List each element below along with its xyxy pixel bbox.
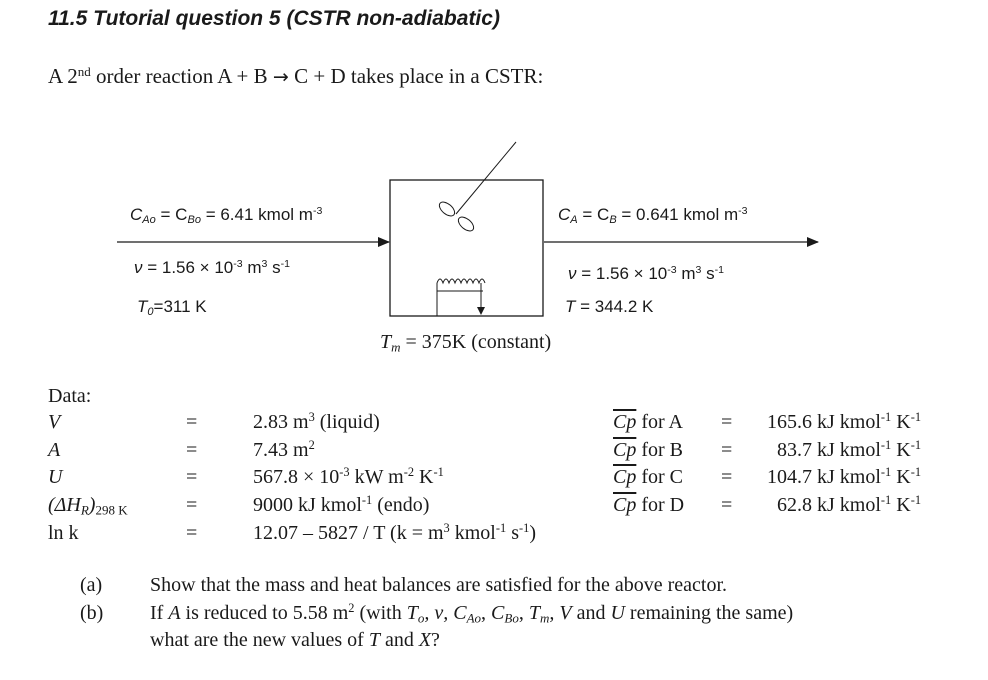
question-b-label: (b) <box>80 602 104 624</box>
cp-equals: = <box>721 411 733 433</box>
cp-equals: = <box>721 494 733 516</box>
data-equals: = <box>186 439 198 461</box>
cp-label-b: $\overline{Cp}$ for B <box>613 439 684 461</box>
question-a-label: (a) <box>80 574 103 596</box>
data-value-heat-of-reaction: 9000 kJ kmol$^{-1}$ (endo) <box>253 493 430 516</box>
cp-value-c: 104.7 kJ kmol$^{-1}$ $K^{-1}$ <box>767 465 922 488</box>
data-label-heat-transfer-coeff: U <box>48 466 63 488</box>
agitator-shaft <box>456 142 516 214</box>
data-equals: = <box>186 494 198 516</box>
inlet-concentration: $C_{Ao} = C_{Bo} = 6.41$ kmol $m^{-3}$ <box>130 205 323 226</box>
data-equals: = <box>186 466 198 488</box>
inlet-temperature: $T_0=311$ K <box>137 297 207 318</box>
data-value-heat-transfer-coeff: $567.8 \times 10^{-3}$ kW $m^{-2}$ $K^{-1}$ <box>253 465 444 488</box>
data-value-area: 7.43 $m^2$ <box>253 438 315 461</box>
data-label-area: A <box>48 439 61 461</box>
reactor-vessel <box>390 180 543 316</box>
heating-coil-icon <box>437 279 485 316</box>
cp-value-d: 62.8 kJ kmol$^{-1}$ $K^{-1}$ <box>777 493 922 516</box>
page-title: 11.5 Tutorial question 5 (CSTR non-adiabatic) <box>48 7 500 30</box>
intro-sentence: A 2nd order reaction A + B → C + D takes place in a CSTR: <box>48 63 544 88</box>
impeller-icon <box>437 199 476 233</box>
outlet-temperature: T = 344.2 K <box>565 297 654 316</box>
data-equals: = <box>186 411 198 433</box>
cp-value-a: 165.6 kJ kmol$^{-1}$ $K^{-1}$ <box>767 410 922 433</box>
cp-label-c: $\overline{Cp}$ for C <box>613 466 684 488</box>
cp-equals: = <box>721 439 733 461</box>
outlet-concentration: $C_A = C_B = 0.641$ kmol $m^{-3}$ <box>558 205 748 226</box>
data-equals: = <box>186 522 198 544</box>
data-label-volume: V <box>48 411 61 433</box>
inlet-flow-rate: $\nu = 1.56 \times 10^{-3}$ $m^3$ $s^{-1}$ <box>134 258 290 277</box>
cp-equals: = <box>721 466 733 488</box>
reaction-arrow: → <box>272 66 289 88</box>
data-value-volume: 2.83 $m^3$ (liquid) <box>253 410 380 433</box>
data-value-rate-constant: 12.07 – 5827 / T ($k = m^3$ kmol$^{-1}$ $s^{-1}$) <box>253 521 536 544</box>
outlet-flow-rate: $\nu = 1.56 \times 10^{-3}$ $m^3$ $s^{-1}$ <box>568 264 724 283</box>
data-heading: Data: <box>48 385 92 407</box>
data-label-heat-of-reaction: $(\Delta H_R)_{298 K}$ <box>48 494 128 518</box>
data-label-rate-constant: ln k <box>48 522 79 544</box>
question-b-text: If A is reduced to 5.58 $m^2$ (with $T_o$, ν, $C_{Ao}$, $C_{Bo}$, $T_m$, V and U remaining the same) <box>150 601 794 626</box>
cp-label-a: $\overline{Cp}$ for A <box>613 411 684 433</box>
cp-value-b: 83.7 kJ kmol$^{-1}$ $K^{-1}$ <box>777 438 922 461</box>
question-a-text: Show that the mass and heat balances are satisfied for the above reactor. <box>150 574 728 596</box>
question-b-text-line2: what are the new values of T and X? <box>150 629 440 651</box>
cp-label-d: $\overline{Cp}$ for D <box>613 494 685 516</box>
coil-temperature: $T_m = 375K$ (constant) <box>380 331 552 355</box>
